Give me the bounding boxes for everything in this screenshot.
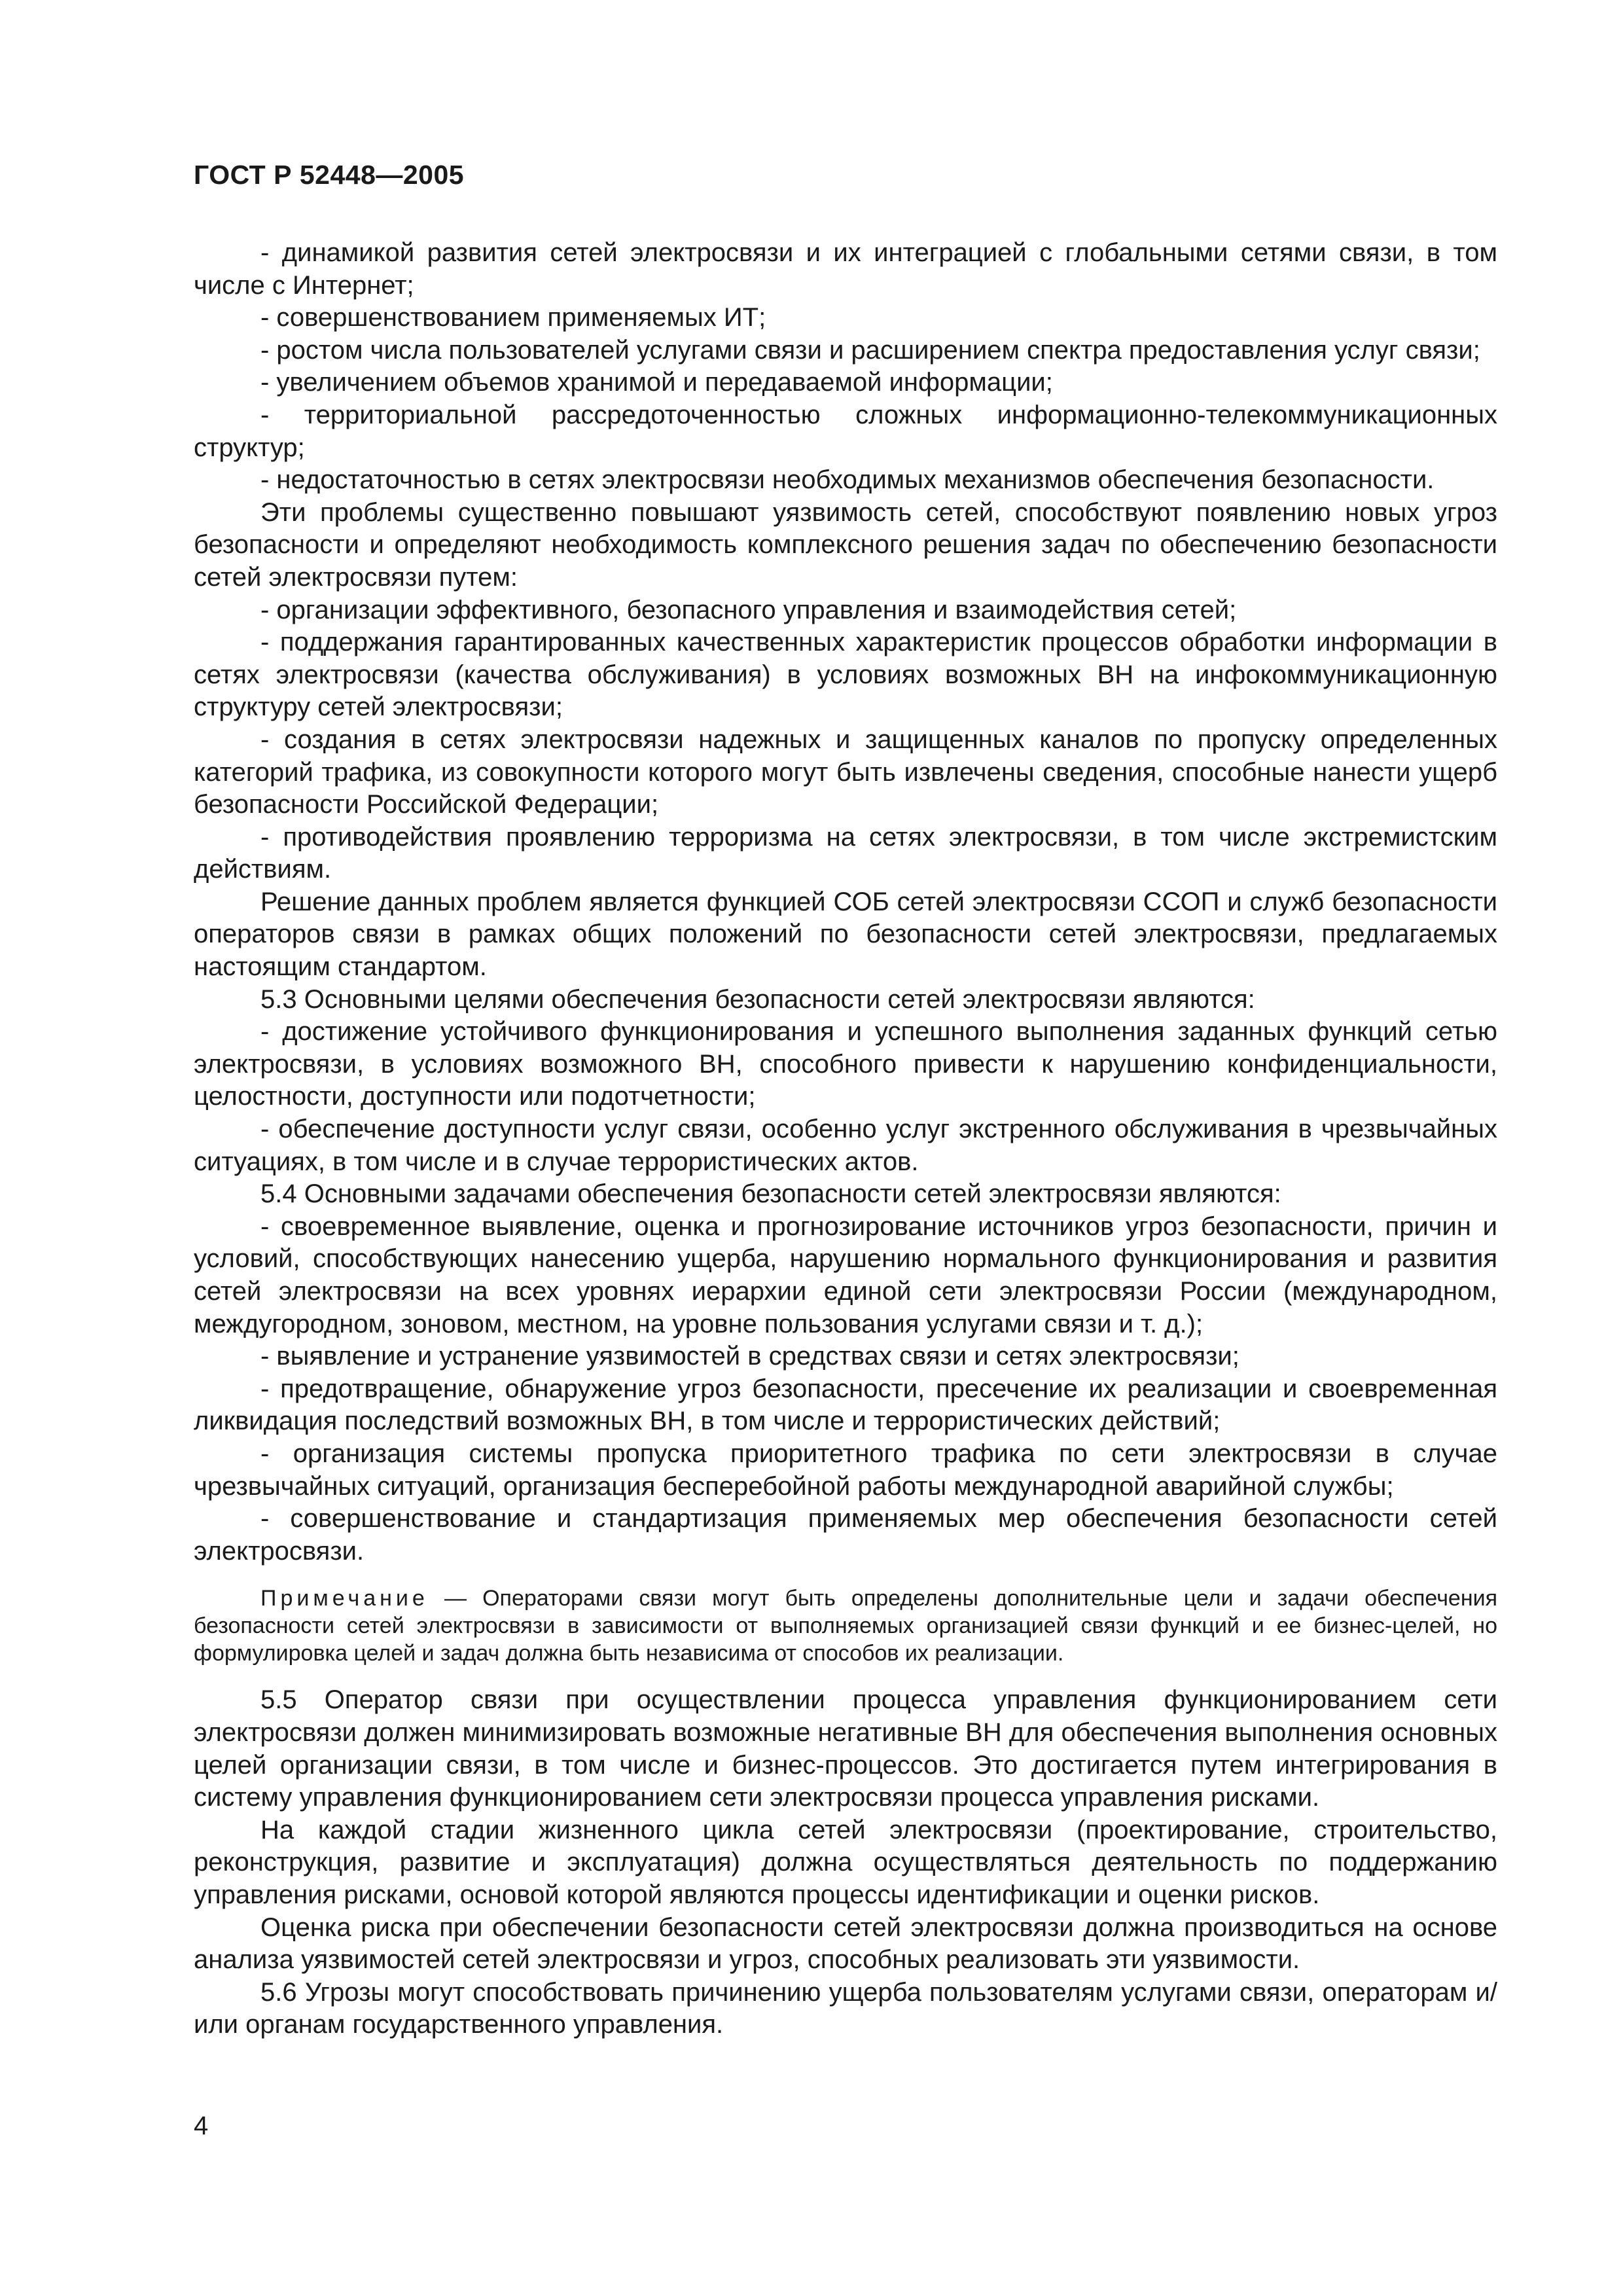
page-number: 4 bbox=[194, 2111, 209, 2140]
paragraph: - поддержания гарантированных качественных характеристик процессов обработки информации в сетях электросвязи (качества обслуживания) в условиях возможных ВН на инфокоммуникационную структуру сетей электросвязи; bbox=[194, 628, 1497, 722]
paragraph: - своевременное выявление, оценка и прогнозирование источников угроз безопасности, причин и условий, способствующих нанесению ущерба, нарушению нормального функционирования и развития сетей электросвязи на всех уровнях иерархии единой сети электросвязи России (международном, междугородном, зоновом, местном, на уровне пользования услугами связи и т. д.); bbox=[194, 1211, 1497, 1338]
paragraph: - недостаточностью в сетях электросвязи необходимых механизмов обеспечения безопасности. bbox=[260, 465, 1435, 495]
paragraph: - предотвращение, обнаружение угроз безопасности, пресечение их реализации и своевременная ликвидация последствий возможных ВН, в том числе и террористических действий; bbox=[194, 1374, 1497, 1436]
paragraph: Оценка риска при обеспечении безопасности сетей электросвязи должна производиться на основе анализа уязвимостей сетей электросвязи и угроз, способных реализовать эти уязвимости. bbox=[194, 1912, 1497, 1975]
paragraph: Эти проблемы существенно повышают уязвимость сетей, способствуют появлению новых угроз безопасности и определяют необходимость комплексного решения задач по обеспечению безопасности сетей электросвязи путем: bbox=[194, 497, 1497, 592]
paragraph: - территориальной рассредоточенностью сложных информационно-телекоммуникационных структур; bbox=[194, 400, 1497, 462]
paragraph: - обеспечение доступности услуг связи, особенно услуг экстренного обслуживания в чрезвычайных ситуациях, в том числе и в случае террористических актов. bbox=[194, 1115, 1497, 1176]
paragraph: Решение данных проблем является функцией СОБ сетей электросвязи ССОП и служб безопасности операторов связи в рамках общих положений по безопасности сетей электросвязи, предлагаемых настоящим стандартом. bbox=[194, 887, 1497, 982]
paragraph: - противодействия проявлению терроризма на сетях электросвязи, в том числе экстремистским действиям. bbox=[194, 822, 1497, 884]
paragraph: - совершенствованием применяемых ИТ; bbox=[260, 303, 766, 332]
paragraph: На каждой стадии жизненного цикла сетей электросвязи (проектирование, строительство, реконструкция, развитие и эксплуатация) должна осуществляться деятельность по поддержанию управления рисками, основой которой являются процессы идентификации и оценки рисков. bbox=[194, 1815, 1497, 1909]
section-5-4-heading: 5.4 Основными задачами обеспечения безопасности сетей электросвязи являются: bbox=[260, 1179, 1281, 1209]
section-5-6: 5.6 Угрозы могут способствовать причинению ущерба пользователям услугами связи, операторам и/или органам государственного управления. bbox=[194, 1977, 1497, 2039]
document-body bbox=[194, 237, 1497, 2041]
paragraph: - ростом числа пользователей услугами связи и расширением спектра предоставления услуг связи; bbox=[260, 335, 1480, 365]
paragraph: - выявление и устранение уязвимостей в средствах связи и сетях электросвязи; bbox=[260, 1342, 1240, 1371]
paragraph: - увеличением объемов хранимой и передаваемой информации; bbox=[260, 368, 1053, 397]
paragraph: - организации эффективного, безопасного управления и взаимодействия сетей; bbox=[260, 595, 1237, 624]
paragraph: - совершенствование и стандартизация применяемых мер обеспечения безопасности сетей электросвязи. bbox=[194, 1504, 1497, 1566]
section-5-3-heading: 5.3 Основными целями обеспечения безопасности сетей электросвязи являются: bbox=[260, 984, 1255, 1014]
note-label: Примечание bbox=[260, 1586, 429, 1611]
paragraph: - создания в сетях электросвязи надежных и защищенных каналов по пропуску определенных категорий трафика, из совокупности которого могут быть извлечены сведения, способные нанести ущерб безопасности Российской Федерации; bbox=[194, 725, 1497, 819]
paragraph: - достижение устойчивого функционирования и успешного выполнения заданных функций сетью электросвязи, в условиях возможного ВН, способного привести к нарушению конфиденциальности, целостности, доступности или подотчетности; bbox=[194, 1017, 1497, 1111]
paragraph: - динамикой развития сетей электросвязи и их интеграцией с глобальными сетями связи, в том числе с Интернет; bbox=[194, 238, 1497, 300]
paragraph: - организация системы пропуска приоритетного трафика по сети электросвязи в случае чрезвычайных ситуаций, организация бесперебойной работы международной аварийной службы; bbox=[194, 1439, 1497, 1501]
standard-header: ГОСТ Р 52448—2005 bbox=[194, 160, 465, 190]
note-text: — Операторами связи могут быть определены дополнительные цели и задачи обеспечения безопасности сетей электросвязи в зависимости от выполняемых организацией связи функций и ее бизнес-целей, но формулировка целей и задач должна быть независима от способов их реализации. bbox=[194, 1586, 1497, 1666]
note bbox=[194, 1585, 1497, 1667]
section-5-5: 5.5 Оператор связи при осуществлении процесса управления функционированием сети электросвязи должен минимизировать возможные негативные ВН для обеспечения выполнения основных целей организации связи, в том числе и бизнес-процессов. Это достигается путем интегрирования в систему управления функционированием сети электросвязи процесса управления рисками. bbox=[194, 1685, 1497, 1812]
